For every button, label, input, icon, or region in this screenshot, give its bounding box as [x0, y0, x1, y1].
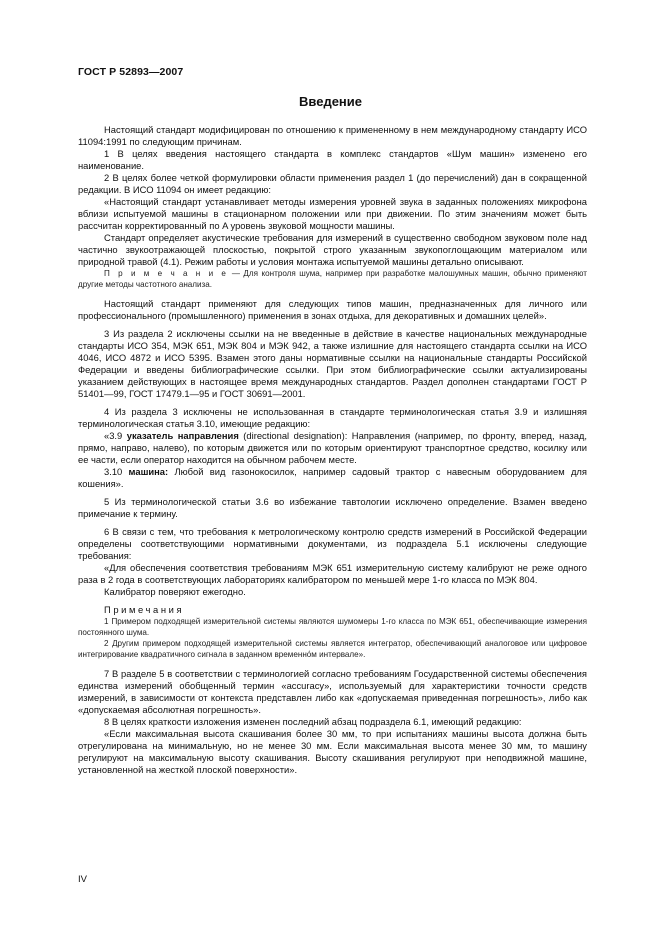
- paragraph-term-3-10: [78, 466, 587, 490]
- term-number: 3.10: [104, 466, 129, 477]
- term-definition: (directional designation): Направления (например, по фронту, вперед, назад, прямо, направо, налево), по которым движется или по которым ориентируют транспортное средство, косилку или ее части, если оператор находится на обычном рабочем месте.: [78, 430, 587, 465]
- paragraph-item-1: 1 В целях введения настоящего стандарта в комплекс стандартов «Шум машин» изменено его наименование.: [78, 148, 587, 171]
- paragraph-item-6: 6 В связи с тем, что требования к метрологическому контролю средств измерений в Российской Федерации определены соответствующими нормативными документами, из подраздела 5.1 исключены следующие требования:: [78, 526, 587, 561]
- term-machine: машина:: [128, 466, 169, 477]
- paragraph-quote-scope: «Настоящий стандарт устанавливает методы измерения уровней звука в заданных положениях микрофона вблизи испытуемой машины в стационарном положении или при движении. По этим значениям может быть рассчитан корректированный по A уровень звуковой мощности машины.: [78, 196, 587, 231]
- paragraph-item-3: 3 Из раздела 2 исключены ссылки на не введенные в действие в качестве национальных международные стандарты ИСО 354, МЭК 651, МЭК 804 и МЭК 942, а также излишние для настоящего стандарта ссылки на ИСО 4046, ИСО 4872 и ИСО 5395. Взамен этого даны нормативные ссылки на национальные стандарты Российской Федерации и введены библиографические ссылки. При этом библиографические ссылки актуализированы указанием действующих в настоящее время международных стандартов. Раздел дополнен стандартами ГОСТ Р 51401—99, ГОСТ 17479.1—95 и ГОСТ 30691—2001.: [78, 328, 587, 399]
- paragraph-item-7: 7 В разделе 5 в соответствии с терминологией согласно требованиям Государственной системы обеспечения единства измерений обобщенный термин «accuracy», используемый для характеристики точности средств измерений, в зависимости от контекста представлен либо как «допускаемая приведенная погрешность», либо как «допускаемая абсолютная погрешность».: [78, 668, 587, 715]
- section-title: Введение: [299, 94, 362, 109]
- note-text: — Для контроля шума, например при разработке малошумных машин, обычно применяют другие методы частотного анализа.: [78, 269, 587, 289]
- paragraph-machine-types: Настоящий стандарт применяют для следующих типов машин, предназначенных для личного или профессионального (промышленного) применения в зонах отдыха, для декоративных и домашних целей».: [78, 298, 587, 321]
- term-directional-designation: указатель направления: [126, 430, 239, 441]
- paragraph-item-4: 4 Из раздела 3 исключены не использованная в стандарте терминологическая статья 3.9 и излишняя терминологическая статья 3.10, имеющие редакцию:: [78, 406, 587, 429]
- note-label: П р и м е ч а н и е: [104, 269, 229, 278]
- note-frequency-analysis: [78, 268, 587, 290]
- notes-heading: Примечания: [104, 604, 185, 615]
- term-number: «3.9: [104, 430, 127, 441]
- paragraph-item-2: 2 В целях более четкой формулировки области применения раздел 1 (до перечислений) дан в сокращенной редакции. В ИСО 11094 он имеет редакцию:: [78, 172, 587, 195]
- paragraph-term-3-9: [78, 430, 587, 466]
- term-definition: Любой вид газонокосилок, например садовый трактор с навесным оборудованием для кошения».: [78, 466, 587, 489]
- note-2: 2 Другим примером подходящей измерительной системы является интегратор, обеспечивающий аналоговое или цифровое интегрирование квадратичного сигнала в заданном временно́м интервале».: [78, 639, 587, 659]
- page-number: IV: [78, 874, 87, 885]
- paragraph-quote-cutting-height: «Если максимальная высота скашивания более 30 мм, то при испытаниях машины высота должна быть отрегулирована на минимальную, но не менее 30 мм. Если максимальная высота менее 30 мм, то машину регулируют на максимальную высоту скашивания. Высоту скашивания регулируют при неподвижной машине, установленной на жесткой плоской поверхности».: [78, 728, 587, 775]
- paragraph-item-5: 5 Из терминологической статьи 3.6 во избежание тавтологии исключено определение. Взамен введено примечание к термину.: [78, 496, 587, 519]
- paragraph-intro: Настоящий стандарт модифицирован по отношению к примененному в нем международному стандарту ИСО 11094:1991 по следующим причинам.: [78, 124, 587, 147]
- paragraph-item-8: 8 В целях краткости изложения изменен последний абзац подраздела 6.1, имеющий редакцию:: [104, 716, 522, 727]
- paragraph-calibrator: Калибратор поверяют ежегодно.: [104, 586, 246, 597]
- document-body: [78, 124, 587, 776]
- document-code-header: ГОСТ Р 52893—2007: [78, 66, 184, 78]
- paragraph-quote-calibration: «Для обеспечения соответствия требованиям МЭК 651 измерительную систему калибруют не реже одного раза в 2 года в соответствующих лабораториях калибратором по меньшей мере 1-го класса по МЭК 804.: [78, 562, 587, 585]
- paragraph-acoustic-requirements: Стандарт определяет акустические требования для измерений в существенно свободном звуковом поле над частично звукоотражающей плоскостью, покрытой строго указанным звукопоглощающим материалом или природной травой (4.1). Режим работы и условия монтажа испытуемой машины детально описывают.: [78, 232, 587, 267]
- note-1: 1 Примером подходящей измерительной системы являются шумомеры 1-го класса по МЭК 651, обеспечивающие измерения постоянного шума.: [78, 617, 587, 637]
